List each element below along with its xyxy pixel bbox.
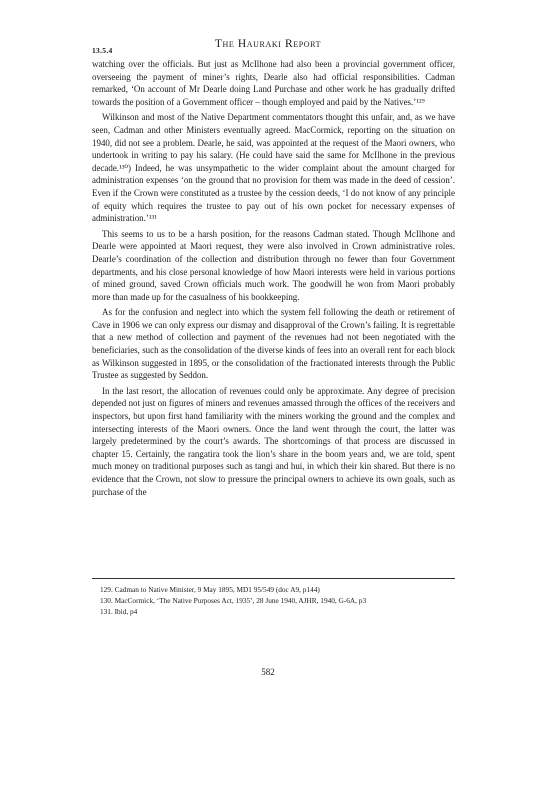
footnote-129: 129. Cadman to Native Minister, 9 May 1895, MD1 95/549 (doc A9, p144) bbox=[100, 585, 320, 594]
paragraph-4: As for the confusion and neglect into which the system fell following the death or retirement of Cave in 1906 we can only express our dismay and disapproval of the Crown’s failing. It is regrettable that a new method of collection and payment of the revenues had not been negotiated with the beneficiaries, such as the consolidation of the diverse kinds of fees into an overall rent for each block as Wilkinson suggested in 1895, or the consolidation of the fractionated interests through the Public Trustee as suggested by Seddon. bbox=[92, 307, 455, 381]
footnote-divider bbox=[92, 578, 455, 579]
page-number: 582 bbox=[261, 667, 275, 677]
running-header-title: The Hauraki Report bbox=[214, 38, 322, 50]
body-text bbox=[92, 58, 455, 501]
paragraph-5: In the last resort, the allocation of revenues could only be approximate. Any degree of precision depended not just on figures of miners and revenues amassed through the offices of the receivers and inspectors, but upon first hand familiarity with the miners working the ground and the complex and intersecting interests of the Maori owners. Once the land went through the court, the latter was largely predetermined by the court’s awards. The shortcomings of that process are discussed in chapter 15. Certainly, the rangatira took the lion’s share in the boom years and, we are told, spent much money on traditional purposes such as tangi and hui, in which their kin shared. But there is no evidence that the Crown, not slow to pressure the principal owners to achieve its own goals, such as purchase of the bbox=[92, 385, 455, 497]
paragraph-1: watching over the officials. But just as McIlhone had also been a provincial government officer, overseeing the payment of miner’s rights, Dearle also had official responsibilities. Cadman remarked, ‘On account of Mr Dearle doing Land Purchase and other work he has gradually drifted towards the position of a Government officer – though employed and paid by the Natives.’¹²⁹ bbox=[92, 59, 455, 107]
footnote-130: 130. MacCormick, ‘The Native Purposes Act, 1935’, 28 June 1940, AJHR, 1940, G-6A, p3 bbox=[100, 596, 367, 605]
footnote-131: 131. Ibid, p4 bbox=[100, 607, 138, 616]
section-number: 13.5.4 bbox=[92, 46, 113, 55]
paragraph-3: This seems to us to be a harsh position, for the reasons Cadman stated. Though McIlhone and Dearle were appointed at Maori request, they were also involved in Crown administrative roles. Dearle’s coordination of the collection and distribution through no fewer than four Government departments, and his close personal knowledge of how Maori interests were held in various portions of mined ground, saved Crown officials much work. The goodwill he won from Maori probably more than made up for the casualness of his bookkeeping. bbox=[92, 228, 455, 302]
footnotes bbox=[100, 584, 455, 617]
paragraph-2: Wilkinson and most of the Native Department commentators thought this unfair, and, as we have seen, Cadman and other Ministers eventually agreed. MacCormick, reporting on the situation on 1940, did not see a problem. Dearle, he said, was appointed at the request of the Maori owners, who undertook in writing to pay his salary. (He could have said the same for McIlhone in the previous decade.¹³⁰) Indeed, he was unsympathetic to the wider complaint about the amount charged for administration expenses ‘on the ground that no provision for them was made in the deed of cession’. Even if the Crown were constituted as a trustee by the cession deeds, ‘I do not know of any principle of equity which requires the trustee to pay out of his own pocket for necessary expenses of administration.’¹³¹ bbox=[92, 112, 455, 224]
